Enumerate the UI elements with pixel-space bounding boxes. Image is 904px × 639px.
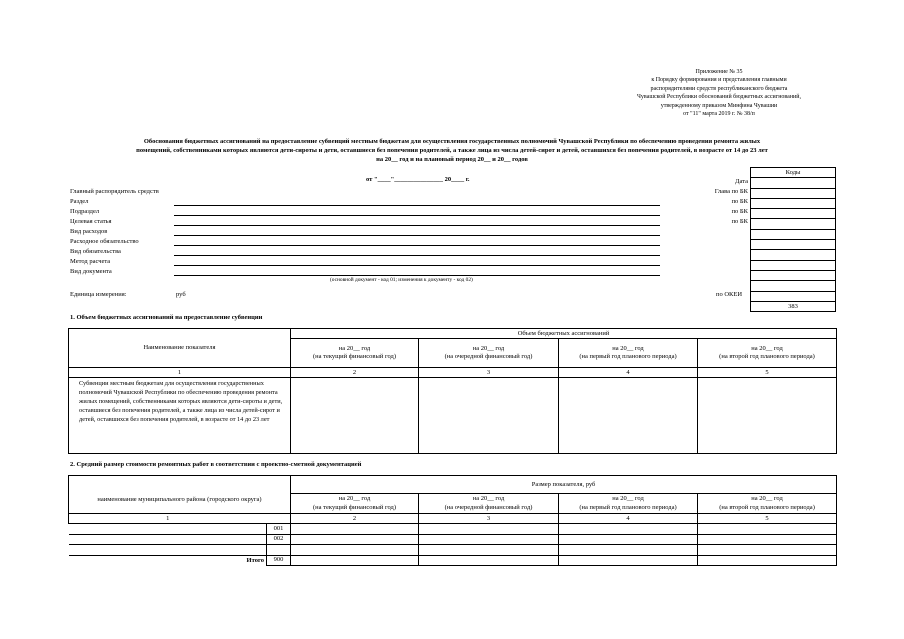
- appendix-line: распорядителями средств республиканского бюджета: [650, 85, 788, 92]
- s2-col-desc: (на текущий финансовый год): [291, 504, 419, 514]
- appendix-line: от "11" марта 2019 г. № 38/п: [683, 111, 755, 118]
- s2-row-name[interactable]: [69, 545, 267, 556]
- s2-total-code: 900: [267, 555, 291, 566]
- fill-line[interactable]: [174, 275, 660, 276]
- s2-value-cell[interactable]: [698, 524, 837, 535]
- label-bk: по БК: [731, 208, 748, 215]
- s2-value-cell[interactable]: [698, 545, 837, 556]
- document-code-note: (основной документ - код 01; изменения к документу - код 02): [330, 277, 473, 283]
- s2-row-code: 002: [267, 534, 291, 545]
- date-line: от "____"_______________ 20____ г.: [366, 176, 470, 183]
- s1-col-number: 1: [69, 368, 291, 378]
- s1-col-header: [698, 339, 837, 368]
- okei-label: по ОКЕИ: [716, 291, 743, 298]
- code-cell-doc-type[interactable]: [751, 270, 836, 280]
- label-expense-type: Вид расходов: [70, 228, 108, 235]
- title-line: на 20__ год и на плановый период 20__ и 20__ годов: [376, 156, 528, 163]
- s2-total-cell[interactable]: [291, 555, 419, 566]
- s2-col-year: на 20__ год: [559, 494, 698, 504]
- s2-col-year: на 20__ год: [698, 494, 837, 504]
- s1-col-number: 2: [291, 368, 419, 378]
- code-cell-chapter[interactable]: [751, 188, 836, 198]
- code-cell-section[interactable]: [751, 198, 836, 208]
- s1-col-year: на 20__ год: [612, 345, 644, 352]
- s2-value-cell[interactable]: [291, 545, 419, 556]
- code-cell-subsection[interactable]: [751, 209, 836, 219]
- document-title: [60, 137, 844, 164]
- s2-col-year: на 20__ год: [419, 494, 559, 504]
- s2-total-cell[interactable]: [559, 555, 698, 566]
- s2-value-cell[interactable]: [559, 545, 698, 556]
- section1-title: 1. Объем бюджетных ассигнований на предоставление субвенции: [70, 314, 263, 321]
- fill-line[interactable]: [174, 215, 660, 216]
- s2-row-name[interactable]: [69, 524, 267, 535]
- s1-col-desc: (на первый год планового периода): [579, 353, 677, 360]
- s2-total-label: Итого: [246, 556, 264, 564]
- s2-value-cell[interactable]: [419, 524, 559, 535]
- unit-value: руб: [176, 291, 186, 298]
- s2-total-cell[interactable]: [698, 555, 837, 566]
- label-calc-method: Метод расчета: [70, 258, 111, 265]
- s2-col-year: на 20__ год: [291, 494, 419, 504]
- s1-col-number: 4: [559, 368, 698, 378]
- s1-col-header: [559, 339, 698, 368]
- s1-value-cell[interactable]: [559, 378, 698, 454]
- section2-table: [68, 475, 837, 566]
- code-cell-calc-method[interactable]: [751, 260, 836, 270]
- section2-title: 2. Средний размер стоимости ремонтных работ в соответствии с проектно-сметной документацией: [70, 461, 362, 468]
- appendix-block: [600, 68, 838, 118]
- fill-line[interactable]: [174, 265, 660, 266]
- s1-value-cell[interactable]: [419, 378, 559, 454]
- fill-line[interactable]: [174, 255, 660, 256]
- s1-col-desc: (на второй год планового периода): [719, 353, 815, 360]
- title-line: Обоснования бюджетных ассигнований на предоставление субвенций местным бюджетам для осуществления государственных полномочий Чувашской Республики по обеспечению проведения ремонта жилых: [143, 138, 761, 145]
- appendix-line: утвержденному приказом Минфина Чувашии: [660, 102, 778, 109]
- title-line: помещений, собственниками которых являются дети-сироты и дети, оставшиеся без попечения родителей, а также лица из числа детей-сирот и детей, оставшихся без попечения родителей, в возрасте от 14 до 23 лет: [136, 147, 768, 154]
- s1-col-year: на 20__ год: [472, 345, 505, 352]
- code-cell-blank[interactable]: [751, 291, 836, 301]
- code-cell-obligation-type[interactable]: [751, 250, 836, 260]
- label-subsection: Подраздел: [70, 208, 100, 215]
- appendix-line: Чувашской Республики обоснований бюджетных ассигнований,: [637, 94, 801, 101]
- s1-col-header: [419, 339, 559, 368]
- fill-line[interactable]: [174, 205, 660, 206]
- s2-value-cell[interactable]: [291, 534, 419, 545]
- appendix-line: к Порядку формирования и представления главными: [651, 77, 787, 84]
- s1-col-number: 5: [698, 368, 837, 378]
- s2-row-code: 001: [267, 524, 291, 535]
- label-target-article: Целевая статья: [70, 218, 112, 225]
- s2-col-number: 1: [69, 514, 267, 524]
- s2-row-name[interactable]: [69, 534, 267, 545]
- label-main-manager: Главный распорядитель средств: [70, 188, 159, 195]
- s2-col-desc: (на очередной финансовый год): [419, 504, 559, 514]
- s1-row-name: Субвенции местным бюджетам для осуществления государственных полномочий Чувашской Республики по обеспечению проведения ремонта жилых помещений, собственниками которых являются дети-сироты и дети, оставшиеся без попечения родителей, а также лица из числа детей-сирот и детей, оставшихся без попечения родителей, в возрасте от 14 до 23 лет: [69, 378, 291, 454]
- s2-value-cell[interactable]: [559, 534, 698, 545]
- code-cell-expense-type[interactable]: [751, 229, 836, 239]
- left-labels: [70, 187, 159, 277]
- code-cell-date[interactable]: [751, 178, 836, 188]
- s1-col-desc: (на текущий финансовый год): [312, 353, 397, 360]
- s1-col-header: [291, 339, 419, 368]
- unit-label: Единица измерения:: [70, 291, 127, 298]
- s1-col-year: на 20__ год: [751, 345, 783, 352]
- s2-col-desc: (на первый год планового периода): [559, 504, 698, 514]
- label-obligation: Расходное обязательство: [70, 238, 139, 245]
- label-chapter: Глава по БК: [714, 188, 748, 195]
- codes-header: Коды: [751, 168, 836, 178]
- s1-col-name-header: Наименование показателя: [69, 329, 291, 368]
- label-date: Дата: [735, 178, 748, 185]
- s1-value-cell[interactable]: [698, 378, 837, 454]
- s2-col-number: 2: [291, 514, 419, 524]
- label-bk: по БК: [731, 218, 748, 225]
- code-cell-obligation[interactable]: [751, 240, 836, 250]
- s1-group-header: Объем бюджетных ассигнований: [291, 329, 837, 339]
- s1-col-desc: (на очередной финансовый год): [444, 353, 533, 360]
- s1-value-cell[interactable]: [291, 378, 419, 454]
- s2-value-cell[interactable]: [291, 524, 419, 535]
- s2-col-number-spacer: [267, 514, 291, 524]
- fill-line[interactable]: [174, 235, 660, 236]
- s2-col-number: 5: [698, 514, 837, 524]
- s2-row-code: [267, 545, 291, 556]
- code-cell-blank[interactable]: [751, 281, 836, 291]
- label-section: Раздел: [70, 198, 89, 205]
- code-cell-target[interactable]: [751, 219, 836, 229]
- s2-group-header: Размер показателя, руб: [291, 476, 837, 494]
- section1-table: [68, 328, 837, 454]
- s1-col-number: 3: [419, 368, 559, 378]
- codes-table: [750, 167, 836, 312]
- s2-value-cell[interactable]: [698, 534, 837, 545]
- fill-line[interactable]: [174, 245, 660, 246]
- s2-col-name-header: наименование муниципального района (городского округа): [69, 476, 291, 514]
- code-cell-okei: 383: [751, 301, 836, 311]
- right-labels: [680, 177, 748, 227]
- s2-value-cell[interactable]: [419, 534, 559, 545]
- s2-total-cell[interactable]: [419, 555, 559, 566]
- fill-line[interactable]: [174, 225, 660, 226]
- s2-value-cell[interactable]: [559, 524, 698, 535]
- s2-col-number: 4: [559, 514, 698, 524]
- s2-col-desc: (на второй год планового периода): [698, 504, 837, 514]
- s1-col-year: на 20__ год: [338, 345, 371, 352]
- label-obligation-type: Вид обязательства: [70, 248, 121, 255]
- appendix-line: Приложение № 35: [695, 69, 743, 75]
- label-doc-type: Вид документа: [70, 268, 112, 275]
- s2-value-cell[interactable]: [419, 545, 559, 556]
- label-bk: по БК: [731, 198, 748, 205]
- s2-col-number: 3: [419, 514, 559, 524]
